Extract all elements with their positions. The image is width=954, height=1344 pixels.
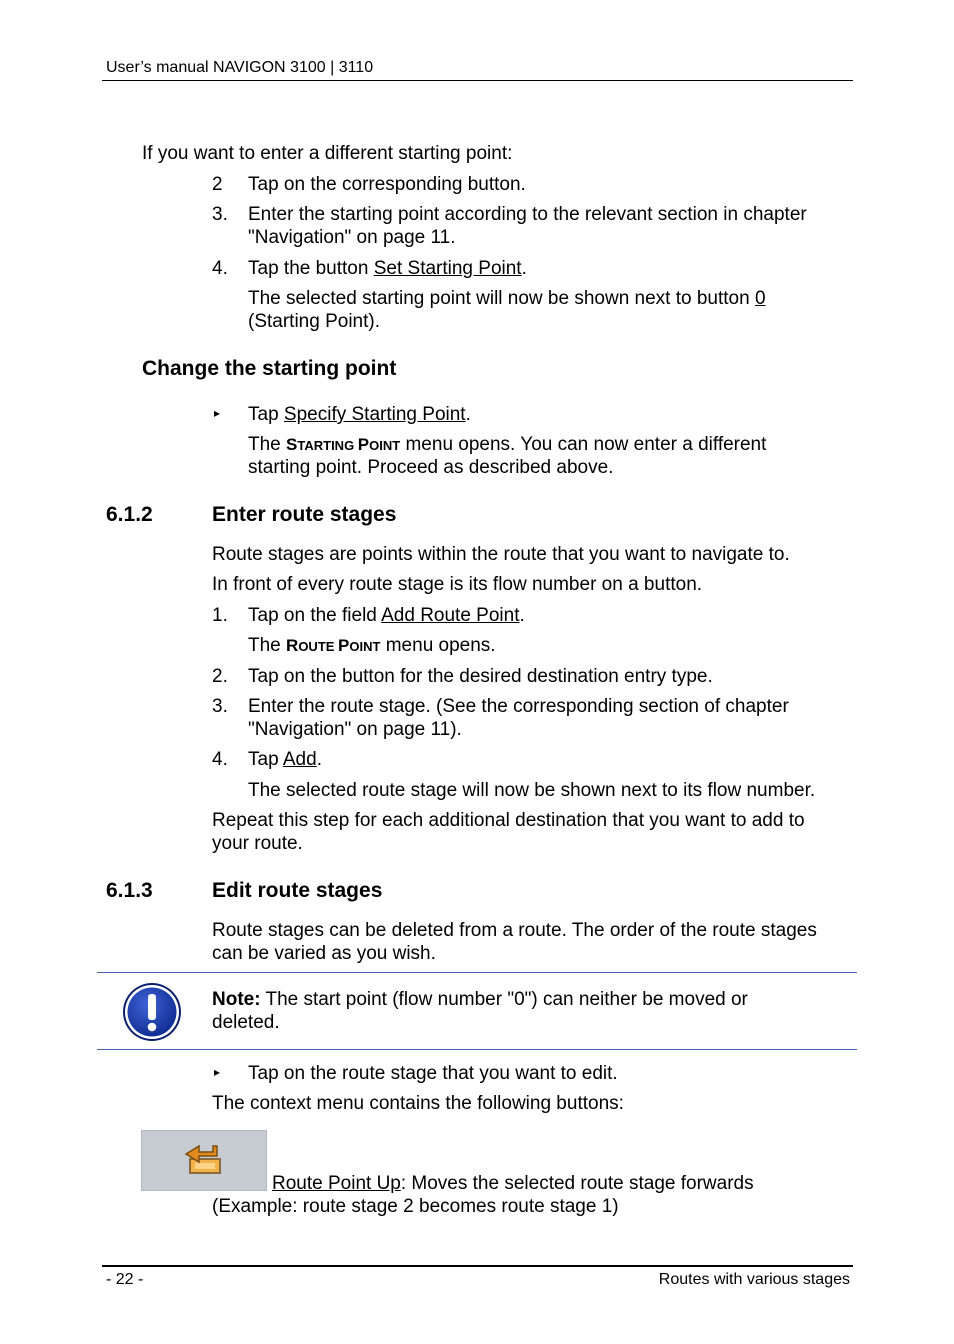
paragraph: can be varied as you wish. [212,943,436,964]
paragraph: your route. [212,833,303,854]
menu-name-part: P [357,435,370,454]
step-text: Tap on the route stage that you want to edit. [248,1063,618,1084]
step-text [248,604,525,627]
step-text-part: Tap [248,404,284,425]
button-description: (Example: route stage 2 becomes route stage 1) [212,1196,619,1217]
page-header-title: User’s manual NAVIGON 3100 | 3110 [106,59,374,76]
result-text [248,634,496,658]
result-text [248,433,766,457]
result-text: (Starting Point). [248,311,380,332]
step-text: Tap on the button for the desired destination entry type. [248,666,713,687]
bullet-arrow-icon: ▸ [214,1065,221,1079]
step-text: "Navigation" on page 11. [248,227,456,248]
add-link[interactable]: Add [282,749,317,770]
step-number: 2. [212,666,228,687]
step-number: 2 [212,174,223,195]
result-text-part: The [248,635,287,656]
paragraph: Route stages can be deleted from a route. The order of the route stages [212,920,817,941]
set-starting-point-link[interactable]: Set Starting Point [373,258,522,279]
route-point-up-link[interactable]: Route Point Up [272,1173,401,1194]
result-text-part: menu opens. You can now enter a different [400,434,767,455]
step-text-part: Tap on the field [248,605,382,626]
menu-name-part: P [338,636,350,655]
section-number: 6.1.3 [106,879,153,902]
specify-starting-point-link[interactable]: Specify Starting Point [283,404,466,425]
paragraph: Route stages are points within the route that you want to navigate to. [212,544,790,565]
exclamation-icon [121,981,183,1043]
section-title: Edit route stages [212,879,383,902]
step-text-part: . [316,749,322,770]
paragraph: The context menu contains the following buttons: [212,1093,624,1114]
step-number: 4. [212,258,228,279]
footer-divider [102,1265,853,1267]
section-title: Enter route stages [212,503,397,526]
note-text-part: The start point (flow number "0") can neither be moved or [260,989,748,1010]
step-text: Enter the starting point according to the relevant section in chapter [248,204,807,225]
button-0-link[interactable]: 0 [754,288,766,309]
step-number: 4. [212,749,228,770]
button-description-part: : Moves the selected route stage forwards [400,1173,754,1194]
step-text [248,257,527,280]
result-text: The selected route stage will now be shown next to its flow number. [248,780,816,801]
paragraph: Repeat this step for each additional destination that you want to add to [212,810,805,831]
step-text [248,403,471,426]
step-text [248,748,322,771]
step-text-part: Tap [248,749,283,770]
note-top-rule [97,972,857,973]
step-text-part: Tap the button [248,258,374,279]
step-text-part: . [521,258,527,279]
button-description [272,1172,754,1195]
bullet-arrow-icon: ▸ [214,406,221,420]
result-text-part: menu opens. [380,635,496,656]
intro-text: If you want to enter a different starting point: [142,143,513,164]
result-text-part: The [248,434,287,455]
add-route-point-link[interactable]: Add Route Point [381,605,520,626]
menu-name-part: TARTING [297,438,358,453]
menu-name-part: R [286,636,299,655]
step-number: 3. [212,696,228,717]
step-text: Enter the route stage. (See the corresponding section of chapter [248,696,789,717]
footer-section-title: Routes with various stages [658,1271,850,1288]
menu-name-part: OINT [369,438,401,453]
step-text: Tap on the corresponding button. [248,174,526,195]
page-number: - 22 - [106,1271,144,1288]
step-text-part: . [465,404,471,425]
header-divider [102,80,853,81]
step-number: 3. [212,204,228,225]
note-label: Note: [212,989,261,1010]
paragraph: In front of every route stage is its flow number on a button. [212,574,703,595]
result-text-part: The selected starting point will now be shown next to button [248,288,755,309]
change-starting-point-heading: Change the starting point [142,357,397,380]
note-text [212,988,748,1011]
result-text [248,287,766,310]
step-number: 1. [212,605,228,626]
section-number: 6.1.2 [106,503,153,526]
step-text-part: . [519,605,525,626]
route-point-up-button-image [141,1130,267,1191]
menu-name-part: OUTE [298,639,339,654]
menu-name-part: OINT [349,639,381,654]
menu-name-part: S [286,435,298,454]
note-bottom-rule [97,1049,857,1050]
note-text: deleted. [212,1012,280,1033]
result-text: starting point. Proceed as described above. [248,457,614,478]
route-point-up-icon [183,1142,225,1178]
step-text: "Navigation" on page 11). [248,719,462,740]
